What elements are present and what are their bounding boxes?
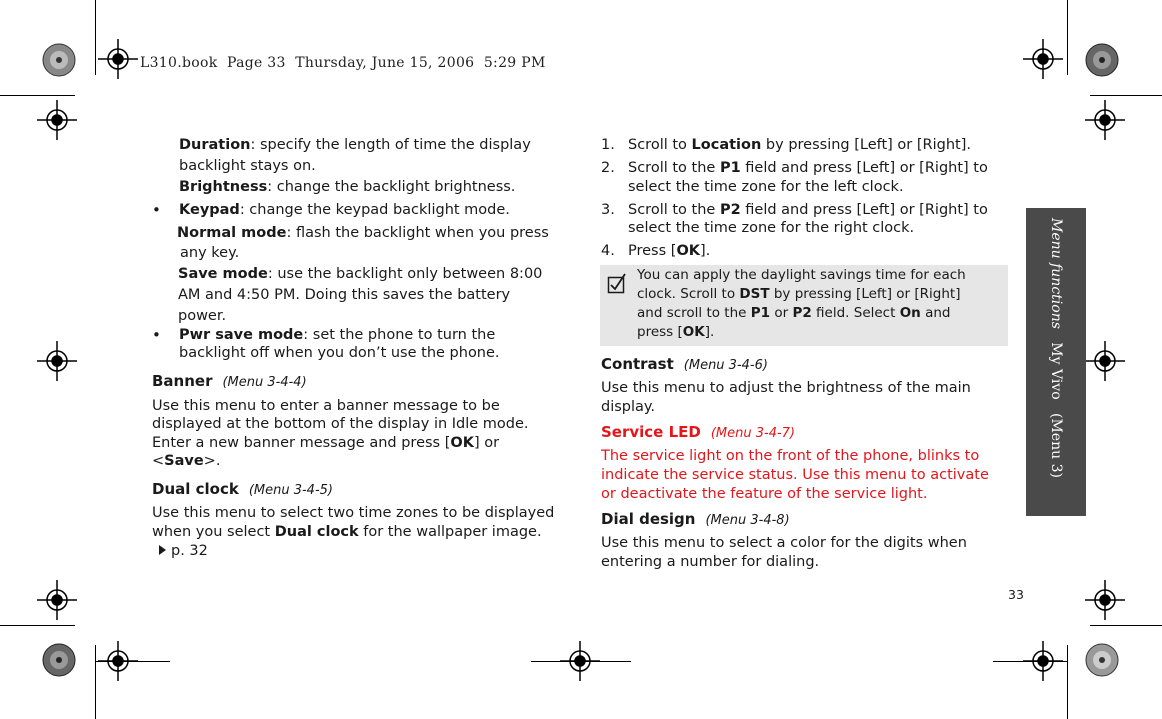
banner-heading: [152, 372, 307, 390]
step-number: 2.: [601, 160, 615, 176]
banner-line-4a: <: [152, 453, 165, 469]
normal-mode-item: [177, 224, 549, 243]
registration-mark-icon: [98, 39, 138, 79]
dual-clock-line-2c: for the wallpaper image.: [358, 524, 542, 540]
banner-line-4: [152, 452, 220, 471]
banner-line-1: Use this menu to enter a banner message to be: [152, 398, 500, 414]
registration-mark-icon: [98, 641, 138, 681]
p2-term: P2: [719, 202, 741, 218]
dual-clock-heading: [152, 480, 333, 498]
registration-mark-icon: [1085, 341, 1125, 381]
color-bar-icon: [1086, 44, 1118, 76]
normal-mode-text-2: any key.: [180, 245, 240, 261]
dst-term: DST: [739, 286, 770, 302]
p2-term: P2: [792, 305, 812, 321]
registration-mark-icon: [37, 341, 77, 381]
dual-clock-term: Dual clock: [274, 524, 359, 540]
checkbox-check-icon: [607, 272, 629, 294]
note-3g: and: [920, 305, 951, 321]
pwr-save-text: : set the phone to turn the: [303, 327, 496, 343]
p1-term: P1: [719, 160, 741, 176]
save-mode-text-3: power.: [178, 308, 227, 324]
note-2c: by pressing [Left] or [Right]: [769, 286, 961, 302]
step-2-text: [628, 159, 988, 178]
save-mode-item: [178, 265, 542, 284]
contrast-line-2: display.: [601, 399, 656, 415]
dual-clock-title: Dual clock: [152, 480, 239, 498]
step-number: 1.: [601, 137, 615, 153]
registration-mark-icon: [1085, 100, 1125, 140]
ok-key-label: OK: [676, 243, 700, 259]
arrow-right-icon: [158, 544, 167, 556]
contrast-line-1: Use this menu to adjust the brightness of the main: [601, 380, 971, 396]
color-bar-icon: [43, 44, 75, 76]
banner-line-3: [152, 434, 499, 453]
normal-mode-term: Normal mode: [177, 225, 287, 241]
note-3a: and scroll to the: [637, 305, 751, 321]
save-mode-text-2: AM and 4:50 PM. Doing this saves the battery: [178, 287, 511, 303]
dial-design-line-2: entering a number for dialing.: [601, 554, 820, 570]
keypad-term: Keypad: [179, 202, 240, 218]
color-bar-icon: [43, 644, 75, 676]
pwr-save-term: Pwr save mode: [179, 327, 304, 343]
note-3c: or: [770, 305, 793, 321]
duration-text-2: backlight stays on.: [179, 158, 316, 174]
color-bar-icon: [1086, 644, 1118, 676]
dial-design-title: Dial design: [601, 510, 696, 528]
dual-clock-menu-ref: (Menu 3-4-5): [248, 483, 333, 498]
contrast-title: Contrast: [601, 355, 674, 373]
step-2-c: field and press [Left] or [Right] to: [740, 160, 988, 176]
pwr-save-bullet: •: [152, 326, 161, 344]
note-4c: ].: [704, 324, 715, 340]
service-led-line-1: The service light on the front of the phone, blinks to: [601, 448, 980, 464]
keypad-item: [179, 201, 510, 220]
banner-line-2: displayed at the bottom of the display in Idle mode.: [152, 416, 529, 432]
duration-item: [179, 136, 531, 155]
step-1-a: Scroll to: [628, 137, 692, 153]
contrast-heading: [601, 355, 768, 373]
step-2: [601, 159, 615, 178]
ok-key-label: OK: [450, 435, 474, 451]
registration-mark-icon: [1023, 641, 1063, 681]
step-2-line-2: select the time zone for the left clock.: [628, 179, 904, 195]
note-2a: clock. Scroll to: [637, 286, 740, 302]
dual-clock-line-2: [152, 523, 542, 542]
note-3e: field. Select: [811, 305, 900, 321]
section-tab-title: Menu functions: [1048, 218, 1064, 329]
ok-key-label: OK: [682, 324, 705, 340]
registration-mark-icon: [1023, 39, 1063, 79]
keypad-bullet: •: [152, 201, 161, 219]
save-key-label: Save: [164, 453, 204, 469]
step-2-a: Scroll to the: [628, 160, 720, 176]
step-3-line-2: select the time zone for the right clock.: [628, 220, 915, 236]
brightness-item: [179, 178, 515, 197]
normal-mode-text: : flash the backlight when you press: [286, 225, 549, 241]
save-mode-term: Save mode: [178, 266, 268, 282]
contrast-menu-ref: (Menu 3-4-6): [683, 358, 768, 373]
registration-mark-icon: [1085, 580, 1125, 620]
save-mode-text: : use the backlight only between 8:00: [267, 266, 543, 282]
page-reference[interactable]: [158, 542, 208, 561]
note-line-1: You can apply the daylight savings time for each: [637, 267, 966, 283]
duration-term: Duration: [179, 137, 251, 153]
step-3: [601, 201, 615, 220]
service-led-line-2: indicate the service status. Use this menu to activate: [601, 467, 989, 483]
page-reference-text: p. 32: [171, 543, 208, 559]
keypad-text: : change the keypad backlight mode.: [239, 202, 510, 218]
note-line-4: [637, 323, 1002, 342]
pwr-save-item: [179, 326, 495, 345]
location-term: Location: [691, 137, 762, 153]
service-led-line-3: or deactivate the feature of the service light.: [601, 486, 928, 502]
service-led-title: Service LED: [601, 423, 701, 441]
on-term: On: [899, 305, 921, 321]
banner-line-3a: Enter a new banner message and press [: [152, 435, 451, 451]
step-1-c: by pressing [Left] or [Right].: [761, 137, 971, 153]
step-4-a: Press [: [628, 243, 677, 259]
brightness-term: Brightness: [179, 179, 268, 195]
service-led-menu-ref: (Menu 3-4-7): [710, 426, 796, 441]
section-tab-sub: My Vivo: [1048, 342, 1064, 400]
brightness-text: : change the backlight brightness.: [267, 179, 516, 195]
page-number: 33: [1008, 587, 1024, 602]
note-text: [637, 266, 1002, 342]
step-4-text: [628, 242, 710, 261]
note-line-3: [637, 304, 1002, 323]
step-3-c: field and press [Left] or [Right] to: [740, 202, 988, 218]
pwr-save-text-2: backlight off when you don’t use the phone.: [179, 345, 500, 361]
registration-mark-icon: [560, 641, 600, 681]
section-tab-label: [1026, 208, 1086, 516]
note-line-2: [637, 285, 1002, 304]
dial-design-heading: [601, 510, 790, 528]
registration-mark-icon: [37, 100, 77, 140]
dial-design-line-1: Use this menu to select a color for the digits when: [601, 535, 967, 551]
service-led-heading: [601, 423, 795, 441]
step-4-c: ].: [700, 243, 711, 259]
banner-menu-ref: (Menu 3-4-4): [222, 375, 307, 390]
banner-title: Banner: [152, 372, 213, 390]
step-number: 3.: [601, 202, 615, 218]
banner-line-3c: ] or: [473, 435, 500, 451]
step-1-text: [628, 136, 971, 155]
section-tab-menu: (Menu 3): [1048, 413, 1064, 478]
dual-clock-line-2a: when you select: [152, 524, 275, 540]
dial-design-menu-ref: (Menu 3-4-8): [705, 513, 790, 528]
note-4a: press [: [637, 324, 683, 340]
step-4: [601, 242, 615, 261]
step-3-a: Scroll to the: [628, 202, 720, 218]
banner-line-4c: >.: [203, 453, 221, 469]
dual-clock-line-1: Use this menu to select two time zones to be displayed: [152, 505, 555, 521]
registration-mark-icon: [37, 580, 77, 620]
step-3-text: [628, 201, 988, 220]
print-info-header: L310.book Page 33 Thursday, June 15, 2006 5:29 PM: [140, 55, 546, 71]
step-1: [601, 136, 615, 155]
p1-term: P1: [750, 305, 771, 321]
duration-text: : specify the length of time the display: [250, 137, 531, 153]
step-number: 4.: [601, 243, 615, 259]
